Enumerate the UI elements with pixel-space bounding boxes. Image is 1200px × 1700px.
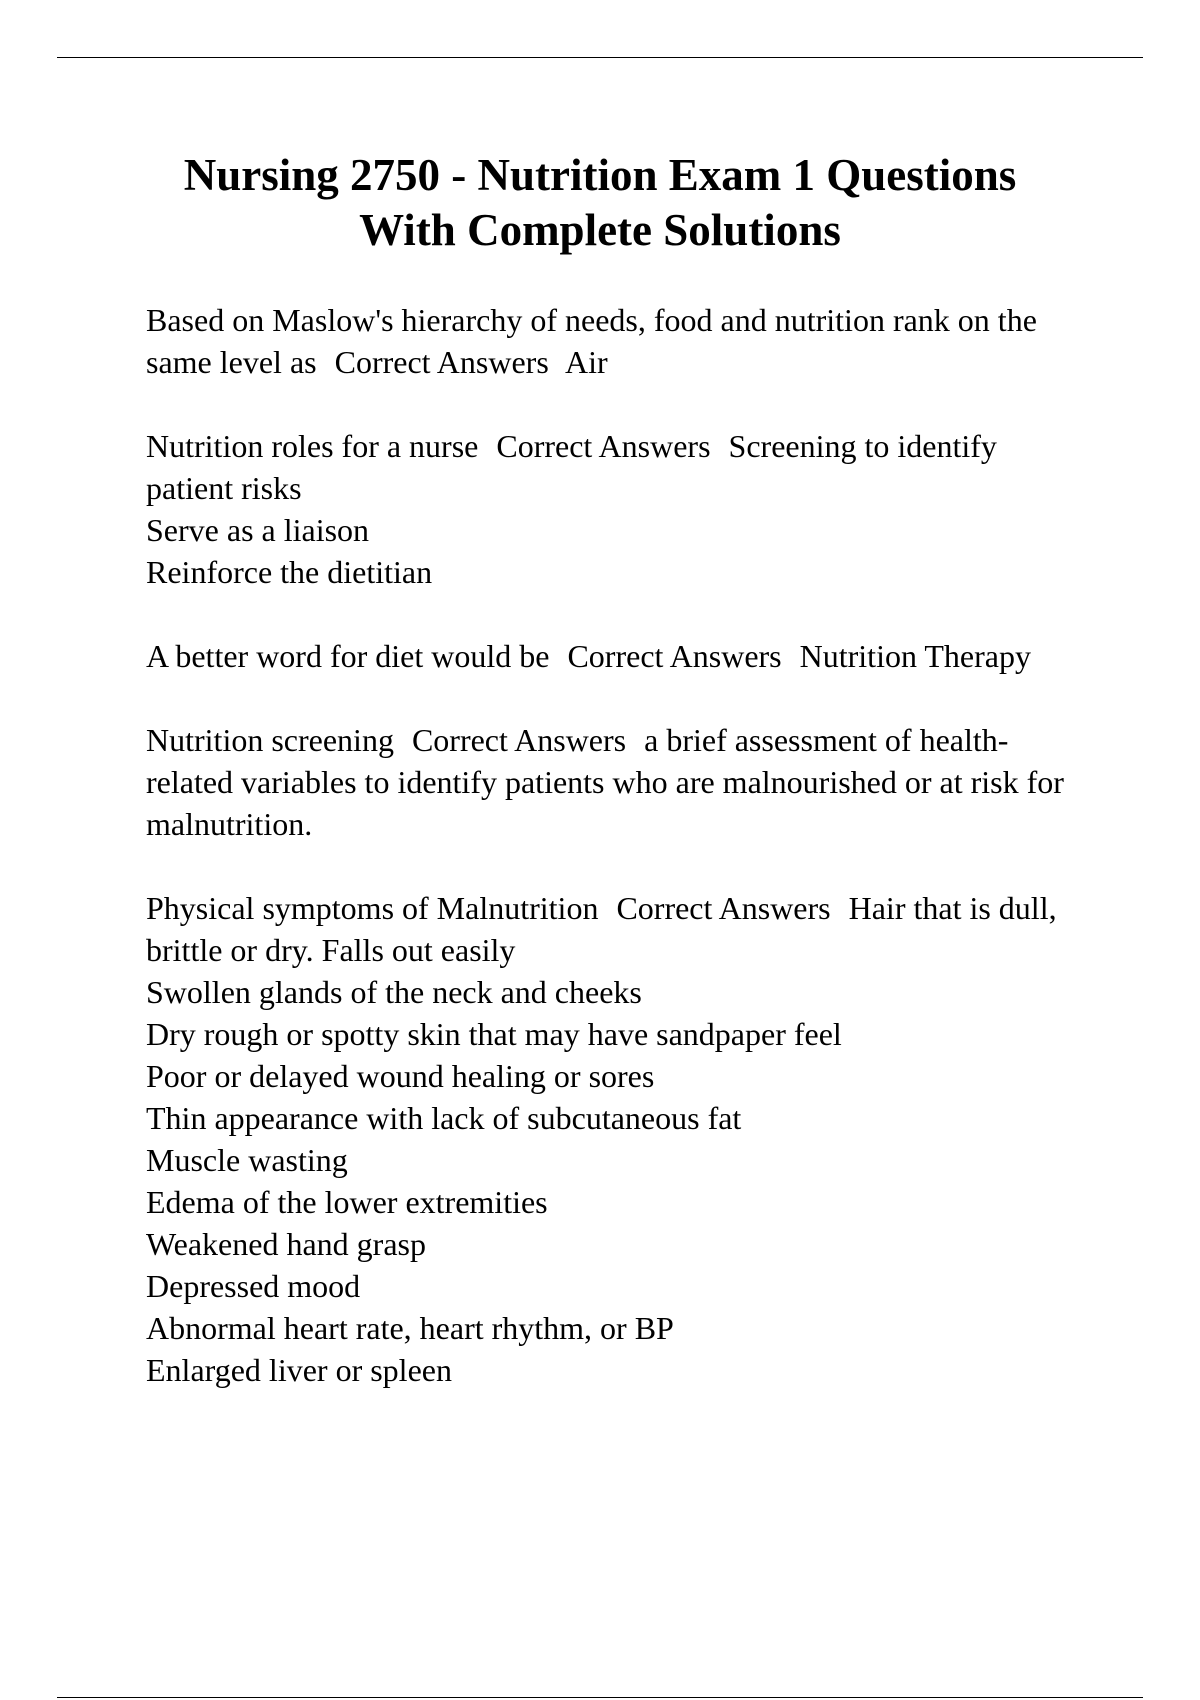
answer-line: Abnormal heart rate, heart rhythm, or BP <box>146 1310 674 1346</box>
question-text: A better word for diet would be <box>146 638 550 674</box>
question-text: Nutrition screening <box>146 722 394 758</box>
answer-line: Serve as a liaison <box>146 512 370 548</box>
answer-line: Poor or delayed wound healing or sores <box>146 1058 655 1094</box>
answer-text: a brief assessment of health-related variables to identify patients who are malnourished or at risk for malnutrition. <box>146 722 1064 842</box>
answer-marker: Correct Answers <box>567 638 782 674</box>
page-title <box>100 148 1100 258</box>
title-line-2: With Complete Solutions <box>359 205 841 255</box>
answer-text: Nutrition Therapy <box>799 638 1031 674</box>
answer-line: Reinforce the dietitian <box>146 554 433 590</box>
qa-item-4 <box>146 719 1086 845</box>
qa-item-5 <box>146 887 1086 1391</box>
top-rule <box>57 57 1143 58</box>
answer-line: Thin appearance with lack of subcutaneous fat <box>146 1100 742 1136</box>
answer-line: Enlarged liver or spleen <box>146 1352 452 1388</box>
answer-line: Weakened hand grasp <box>146 1226 426 1262</box>
title-line-1: Nursing 2750 - Nutrition Exam 1 Questions <box>183 150 1017 200</box>
answer-marker: Correct Answers <box>411 722 627 758</box>
answer-marker: Correct Answers <box>496 428 711 464</box>
qa-item-3 <box>146 635 1086 677</box>
question-text: Physical symptoms of Malnutrition <box>146 890 599 926</box>
answer-marker: Correct Answers <box>616 890 831 926</box>
question-text: Based on Maslow's hierarchy of needs, food and nutrition rank on the same level as <box>146 302 1037 380</box>
answer-text: Hair that is dull, brittle or dry. Falls out easily <box>146 890 1057 968</box>
answer-marker: Correct Answers <box>334 344 549 380</box>
answer-text: Screening to identify patient risks <box>146 428 997 506</box>
answer-text: Air <box>565 344 608 380</box>
answer-line: Edema of the lower extremities <box>146 1184 548 1220</box>
answer-line: Depressed mood <box>146 1268 361 1304</box>
answer-line: Dry rough or spotty skin that may have sandpaper feel <box>146 1016 842 1052</box>
qa-list <box>146 299 1086 1433</box>
answer-line: Muscle wasting <box>146 1142 348 1178</box>
bottom-rule <box>57 1697 1143 1698</box>
question-text: Nutrition roles for a nurse <box>146 428 479 464</box>
answer-line: Swollen glands of the neck and cheeks <box>146 974 642 1010</box>
qa-item-2 <box>146 425 1086 593</box>
qa-item-1 <box>146 299 1086 383</box>
